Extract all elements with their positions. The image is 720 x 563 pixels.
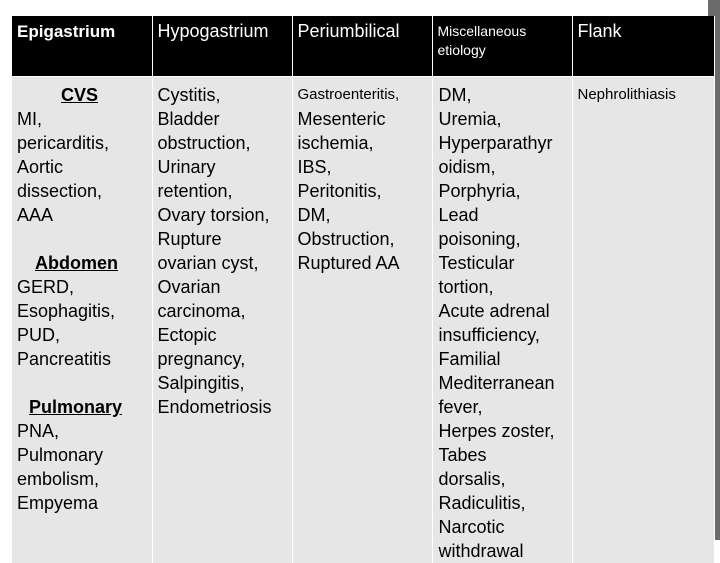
list-item: Peritonitis, — [298, 179, 427, 203]
list-item: Cystitis, — [158, 83, 287, 107]
list-item: Ectopic — [158, 323, 287, 347]
list-item: Empyema — [17, 491, 147, 515]
list-item: Bladder — [158, 107, 287, 131]
list-item: insufficiency, — [439, 323, 567, 347]
list-item: Mediterranean — [439, 371, 567, 395]
table-row — [12, 77, 714, 563]
list-item: Gastroenteritis, — [298, 83, 427, 107]
list-item: Narcotic — [439, 515, 567, 539]
list-item: Salpingitis, — [158, 371, 287, 395]
list-item: Ovary torsion, — [158, 203, 287, 227]
group-pulmonary — [17, 395, 147, 515]
list-item: Porphyria, — [439, 179, 567, 203]
header-flank: Flank — [572, 16, 714, 77]
cell-hypogastrium — [152, 77, 292, 563]
differential-table-container — [12, 16, 712, 540]
cell-flank — [572, 77, 714, 563]
cell-periumbilical — [292, 77, 432, 563]
header-periumbilical: Periumbilical — [292, 16, 432, 77]
list-item: Herpes zoster, — [439, 419, 567, 443]
list-item: obstruction, — [158, 131, 287, 155]
list-item: Obstruction, — [298, 227, 427, 251]
list-item: Pulmonary — [17, 443, 147, 467]
group-cvs — [17, 83, 147, 227]
abdominal-pain-location-table — [12, 16, 715, 563]
list-item: MI, — [17, 107, 147, 131]
group-title-cvs: CVS — [17, 83, 147, 107]
cell-epigastrium — [12, 77, 152, 563]
list-item: Uremia, — [439, 107, 567, 131]
header-hypogastrium: Hypogastrium — [152, 16, 292, 77]
list-item: Lead — [439, 203, 567, 227]
list-item: ovarian cyst, — [158, 251, 287, 275]
list-item: Ovarian — [158, 275, 287, 299]
list-item: PUD, — [17, 323, 147, 347]
list-item: retention, — [158, 179, 287, 203]
list-item: embolism, — [17, 467, 147, 491]
table-header-row — [12, 16, 714, 77]
header-miscellaneous-etiology: Miscellaneous etiology — [432, 16, 572, 77]
list-item: Pancreatitis — [17, 347, 147, 371]
list-item: carcinoma, — [158, 299, 287, 323]
list-item: withdrawal — [439, 539, 567, 563]
list-item: pericarditis, — [17, 131, 147, 155]
group-title-abdomen: Abdomen — [17, 251, 147, 275]
list-item: Radiculitis, — [439, 491, 567, 515]
list-item: Aortic — [17, 155, 147, 179]
header-epigastrium: Epigastrium — [12, 16, 152, 77]
list-item: dorsalis, — [439, 467, 567, 491]
list-item: Urinary — [158, 155, 287, 179]
list-item: DM, — [439, 83, 567, 107]
list-item: Tabes — [439, 443, 567, 467]
group-title-pulmonary: Pulmonary — [17, 395, 147, 419]
list-item: fever, — [439, 395, 567, 419]
list-item: pregnancy, — [158, 347, 287, 371]
list-item: Endometriosis — [158, 395, 287, 419]
list-item: Hyperparathyr — [439, 131, 567, 155]
list-item: AAA — [17, 203, 147, 227]
list-item: dissection, — [17, 179, 147, 203]
list-item: Familial — [439, 347, 567, 371]
list-item: Ruptured AA — [298, 251, 427, 275]
list-item: Mesenteric — [298, 107, 427, 131]
list-item: DM, — [298, 203, 427, 227]
group-abdomen — [17, 251, 147, 371]
list-item: Rupture — [158, 227, 287, 251]
list-item: Nephrolithiasis — [578, 83, 709, 107]
list-item: Testicular — [439, 251, 567, 275]
list-item: Esophagitis, — [17, 299, 147, 323]
list-item: poisoning, — [439, 227, 567, 251]
list-item: tortion, — [439, 275, 567, 299]
list-item: IBS, — [298, 155, 427, 179]
list-item: oidism, — [439, 155, 567, 179]
list-item: PNA, — [17, 419, 147, 443]
list-item: GERD, — [17, 275, 147, 299]
list-item: Acute adrenal — [439, 299, 567, 323]
cell-miscellaneous-etiology — [432, 77, 572, 563]
list-item: ischemia, — [298, 131, 427, 155]
